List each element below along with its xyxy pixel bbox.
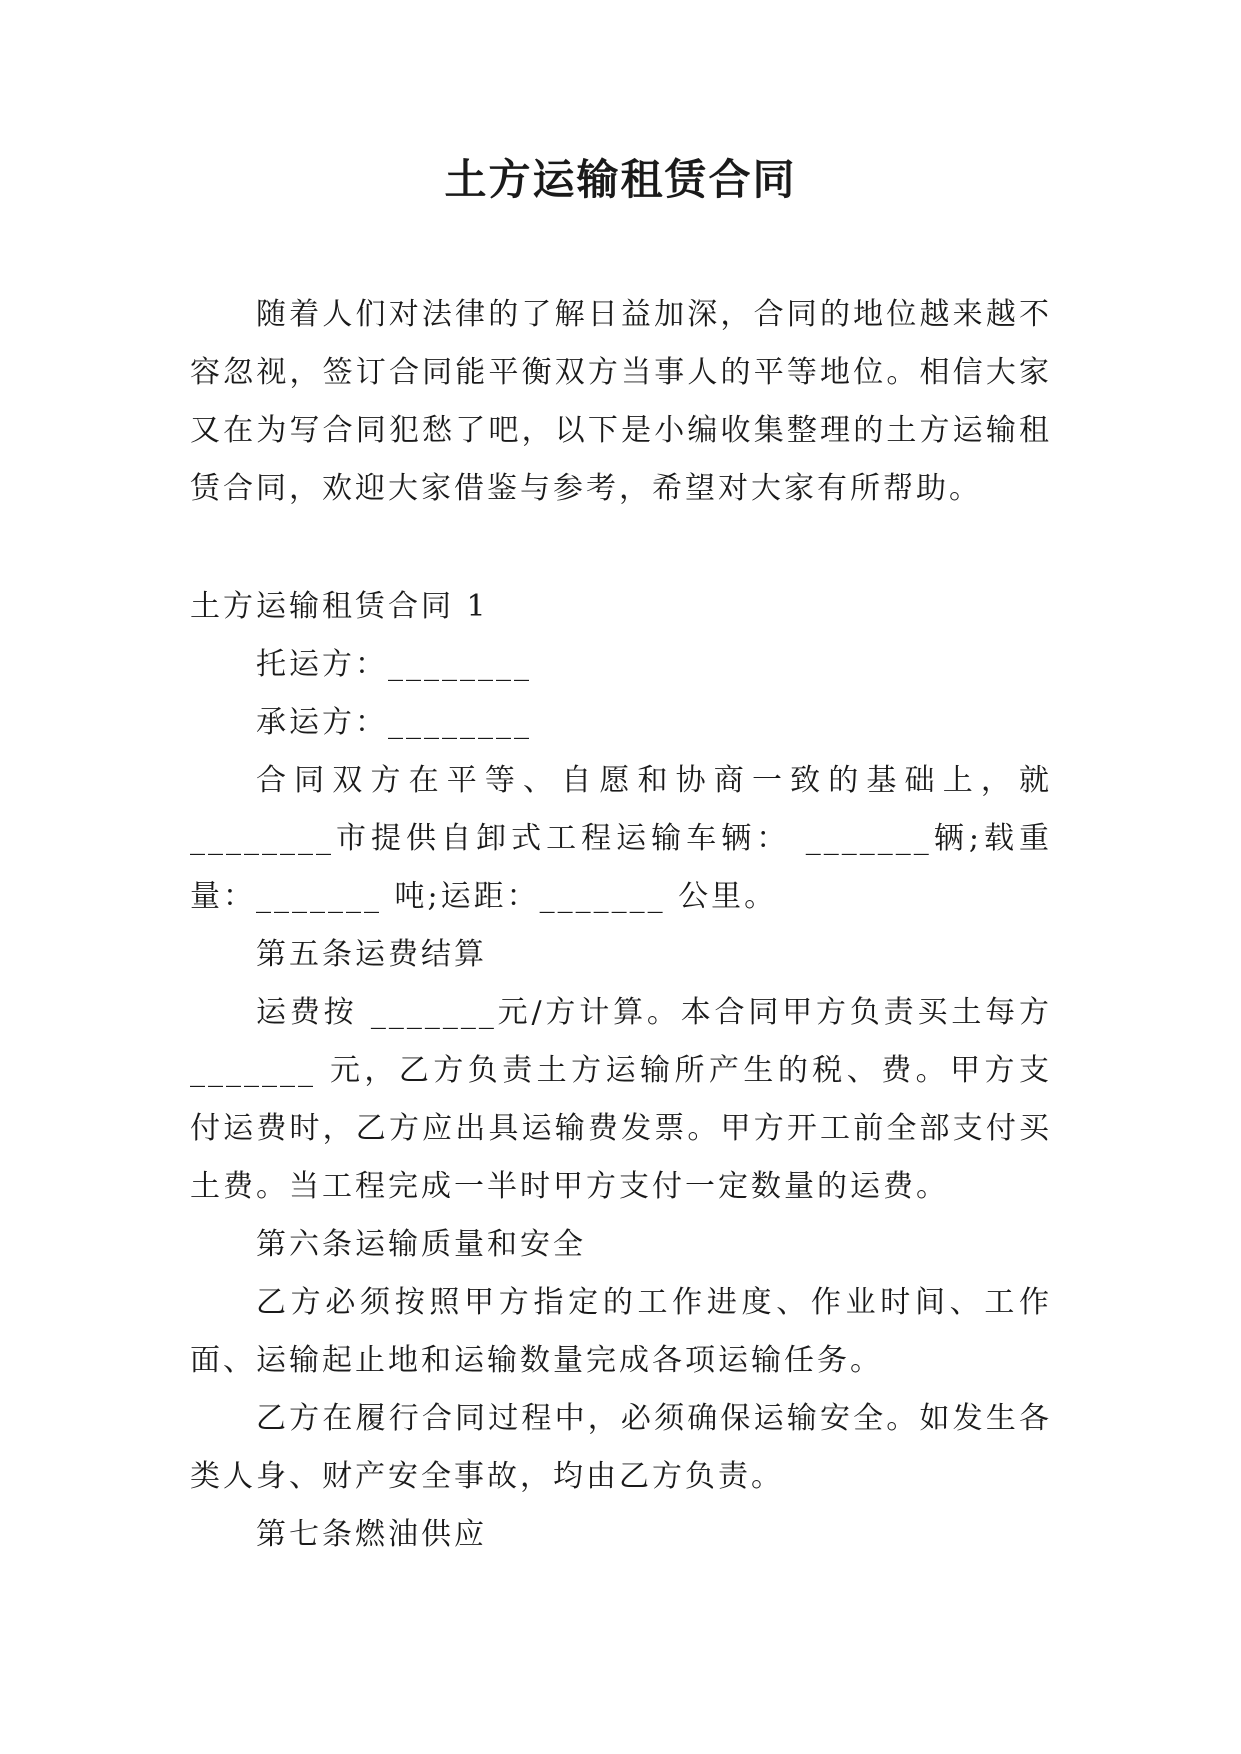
article6-body-1: 乙方必须按照甲方指定的工作进度、作业时间、工作面、运输起止地和运输数量完成各项运输任务。	[190, 1285, 1052, 1378]
article5-title: 第五条运费结算	[256, 937, 487, 972]
document-body	[190, 286, 1052, 1564]
shipper-line: 托运方：________	[256, 647, 532, 682]
paragraph-gap	[190, 518, 1052, 578]
section-heading: 土方运输租赁合同 1	[190, 589, 489, 624]
document-title: 土方运输租赁合同	[444, 155, 797, 204]
intro-paragraph: 随着人们对法律的了解日益加深，合同的地位越来越不容忽视，签订合同能平衡双方当事人的平等地位。相信大家又在为写合同犯愁了吧，以下是小编收集整理的土方运输租赁合同，欢迎大家借鉴与参考，希望对大家有所帮助。	[190, 297, 1052, 506]
article6-title: 第六条运输质量和安全	[256, 1227, 586, 1262]
agreement-paragraph: 合同双方在平等、自愿和协商一致的基础上，就________市提供自卸式工程运输车辆： _______辆;载重量：_______ 吨;运距：_______ 公里。	[190, 763, 1052, 914]
article6-body-2: 乙方在履行合同过程中，必须确保运输安全。如发生各类人身、财产安全事故，均由乙方负责。	[190, 1401, 1052, 1494]
carrier-line: 承运方：________	[256, 705, 532, 740]
article7-title: 第七条燃油供应	[256, 1517, 487, 1552]
article5-body: 运费按 _______元/方计算。本合同甲方负责买土每方_______ 元，乙方负责土方运输所产生的税、费。甲方支付运费时，乙方应出具运输费发票。甲方开工前全部支付买土费。当工程完成一半时甲方支付一定数量的运费。	[190, 995, 1052, 1204]
